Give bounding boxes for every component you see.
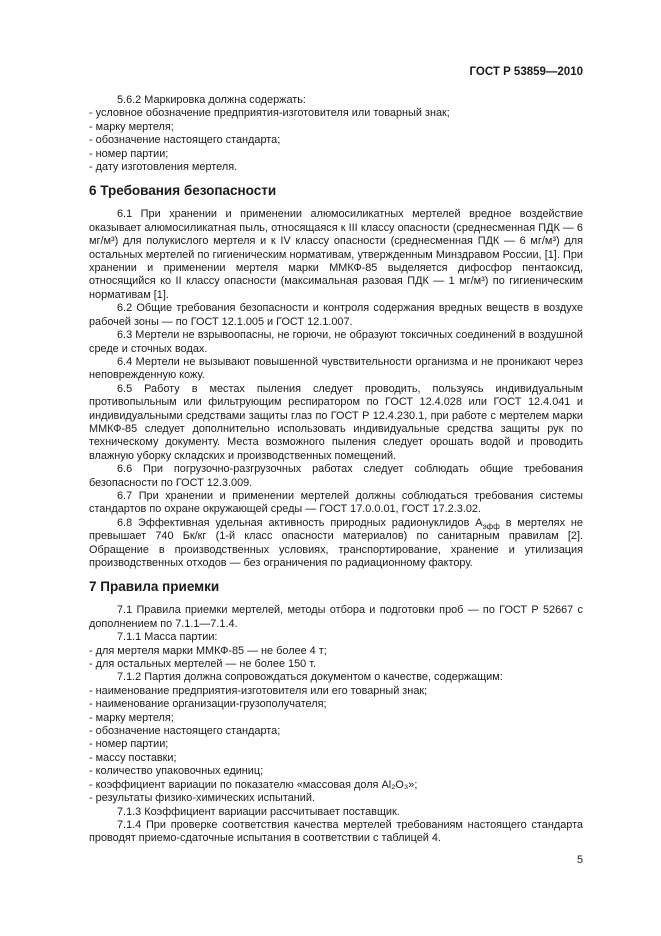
list-item: - номер партии;	[89, 738, 169, 751]
clause-6-3: 6.3 Мертели не взрывоопасны, не горючи, не образуют токсичных соединений в воздушной среде и сточных водах.	[89, 329, 583, 355]
clause-6-1: 6.1 При хранении и применении алюмосиликатных мертелей вредное воздействие оказывает алюмосиликатная пыль, относящаяся к III классу опасности (среднесменная ПДК — 6 мг/м³) для полукислого мертеля и к IV классу опасности (среднесменная ПДК — 6 мг/м³) для остальных мертелей по гигиеническим нормативам, утвержденным Минздравом России, [1]. При хранении и применении мертеля марки ММКФ-85 выделяется дифосфор пентаоксид, относящийся ко II классу опасности (максимальная разовая ПДК — 1 мг/м³) по гигиеническим нормативам [1].	[89, 208, 583, 301]
clause-7-1-2: 7.1.2 Партия должна сопровождаться документом о качестве, содержащим:	[117, 671, 503, 684]
section-6-heading: 6 Требования безопасности	[89, 183, 277, 199]
list-item: - обозначение настоящего стандарта;	[89, 725, 281, 738]
list-item: - результаты физико-химических испытаний.	[89, 792, 315, 805]
list-item: - для остальных мертелей — не более 150 т.	[89, 658, 317, 671]
list-item: - марку мертеля;	[89, 120, 174, 133]
clause-5-6-2: 5.6.2 Маркировка должна содержать:	[117, 94, 306, 106]
clause-7-1-4: 7.1.4 При проверке соответствия качества мертелей требованиям настоящего стандарта проводят приемо-сдаточные испытания в соответствии с таблицей 4.	[89, 818, 583, 845]
list-item: - дату изготовления мертеля.	[89, 161, 238, 174]
page-number: 5	[576, 853, 583, 866]
clause-6-8-subscript: эфф	[482, 521, 500, 531]
clause-6-7: 6.7 При хранении и применении мертелей должны соблюдаться требования системы стандартов по охране окружающей среды — ГОСТ 17.0.0.01, ГОСТ 17.2.3.02.	[89, 489, 583, 516]
clause-7-1-3: 7.1.3 Коэффициент вариации рассчитывает поставщик.	[117, 805, 400, 818]
clause-6-2: 6.2 Общие требования безопасности и контроля содержания вредных веществ в воздухе рабочей зоны — по ГОСТ 12.1.005 и ГОСТ 12.1.007.	[89, 302, 583, 328]
list-item: - номер партии;	[89, 147, 169, 160]
list-item: - наименование предприятия-изготовителя или его товарный знак;	[89, 684, 428, 697]
clause-6-8	[89, 517, 583, 571]
clause-6-5: 6.5 Работу в местах пыления следует проводить, пользуясь индивидуальным противопыльным или фильтрующим респиратором по ГОСТ 12.4.028 или ГОСТ 12.4.041 и индивидуальными средствами защиты глаз по ГОСТ Р 12.4.230.1, при работе с мертелем марки ММКФ-85 следует дополнительно использовать индивидуальные средства защиты рук по техническому документу. Места возможного пыления следует орошать водой и проводить влажную уборку складских и производственных помещений.	[89, 382, 583, 462]
list-item: - марку мертеля;	[89, 711, 174, 724]
clause-7-1-1: 7.1.1 Масса партии:	[117, 631, 218, 644]
section-7-heading: 7 Правила приемки	[89, 579, 220, 595]
list-item: - коэффициент вариации по показателю «массовая доля Al₂O₃»;	[89, 778, 418, 791]
document-header: ГОСТ Р 53859—2010	[469, 66, 583, 78]
clause-6-6: 6.6 При погрузочно-разгрузочных работах следует соблюдать общие требования безопасности по ГОСТ 12.3.009.	[89, 463, 583, 489]
clause-6-8-text-a: 6.8 Эффективная удельная активность природных радионуклидов А	[117, 516, 483, 529]
clause-6-4: 6.4 Мертели не вызывают повышенной чувствительности организма и не проникают через неповрежденную кожу.	[89, 355, 583, 382]
list-item: - условное обозначение предприятия-изготовителя или товарный знак;	[89, 107, 450, 120]
list-item: - обозначение настоящего стандарта;	[89, 134, 281, 147]
list-item: - для мертеля марки ММКФ-85 — не более 4 т;	[89, 644, 327, 657]
clause-6-8-text-b: в мертелях не превышает 740 Бк/кг (1-й класс опасности материалов) по санитарным правилам [2]. Обращение в производственных условиях, транспортирование, хранение и утилизация производственных отходов — без ограничения по радиационному фактору.	[89, 516, 583, 569]
clause-7-1: 7.1 Правила приемки мертелей, методы отбора и подготовки проб — по ГОСТ Р 52667 с дополнением по 7.1.1—7.1.4.	[89, 604, 583, 630]
list-item: - массу поставки;	[89, 751, 177, 764]
list-item: - количество упаковочных единиц;	[89, 765, 264, 778]
page-body	[89, 94, 583, 867]
list-item: - наименование организации-грузополучателя;	[89, 698, 327, 711]
